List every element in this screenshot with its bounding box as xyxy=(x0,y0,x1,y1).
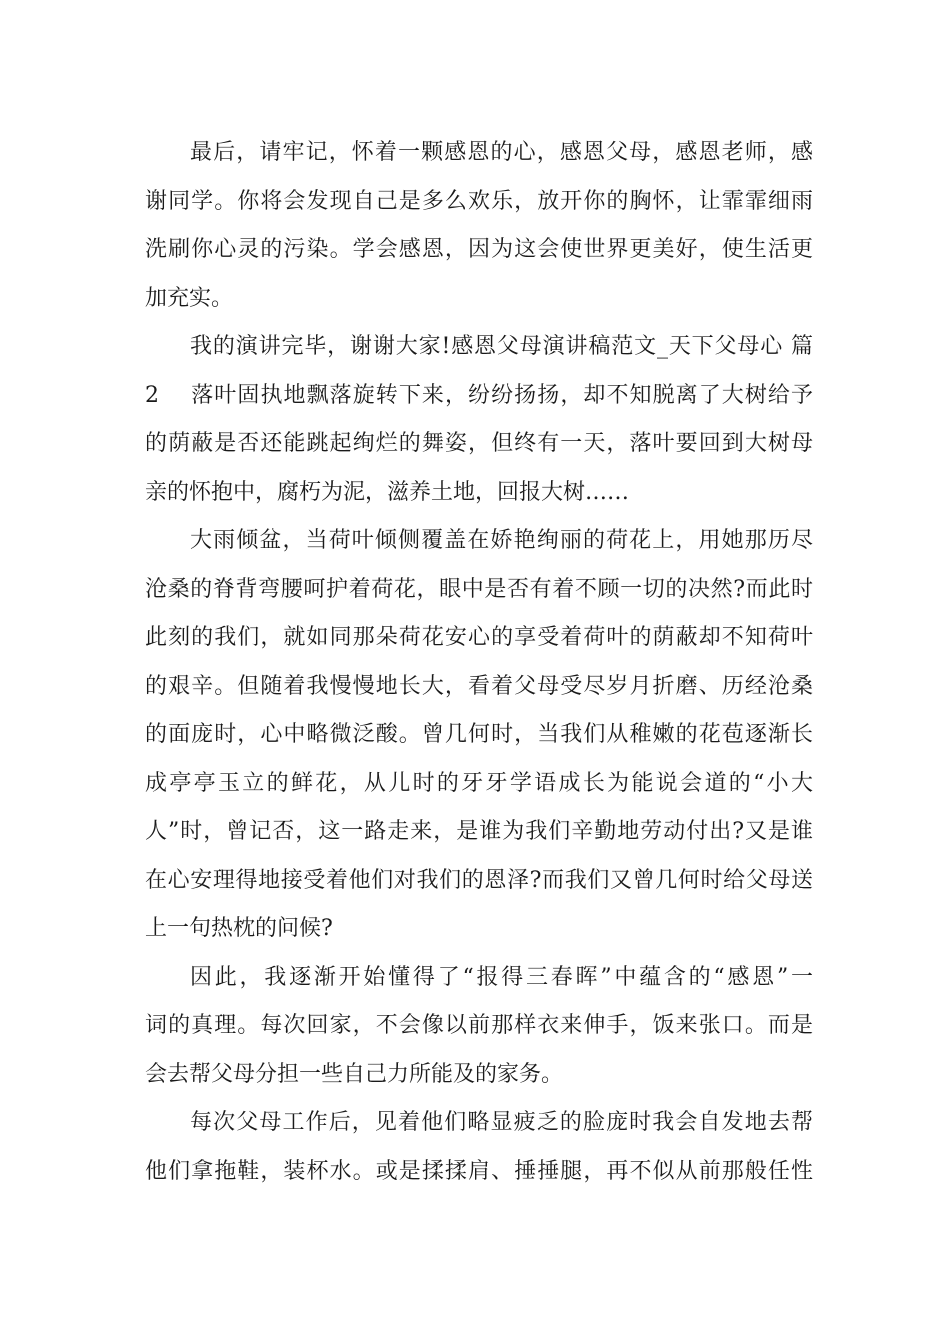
paragraph-1-line-3: 洗刷你心灵的污染。学会感恩，因为这会使世界更美好，使生活更 xyxy=(145,237,813,262)
paragraph-3-line-2: 沧桑的脊背弯腰呵护着荷花，眼中是否有着不顾一切的决然?而此时 xyxy=(145,576,813,602)
paragraph-3-line-4: 的艰辛。但随着我慢慢地长大，看着父母受尽岁月折磨、历经沧桑 xyxy=(145,673,813,699)
paragraph-1-line-4: 加充实。 xyxy=(145,285,234,311)
paragraph-2-line-4: 亲的怀抱中，腐朽为泥，滋养土地，回报大树…… xyxy=(145,479,630,505)
paragraph-4-line-3: 会去帮父母分担一些自己力所能及的家务。 xyxy=(145,1061,564,1087)
paragraph-3-line-5: 的面庞时，心中略微泛酸。曾几何时，当我们从稚嫩的花苞逐渐长 xyxy=(145,722,813,747)
paragraph-3-line-7: 人”时，曾记否，这一路走来，是谁为我们辛勤地劳动付出?又是谁 xyxy=(145,819,813,844)
paragraph-3-line-9: 上一句热枕的问候? xyxy=(145,916,333,941)
paragraph-4-line-1: 因此，我逐渐开始懂得了“报得三春晖”中蕴含的“感恩”一 xyxy=(190,964,813,990)
paragraph-2-line-2: 2 落叶固执地飘落旋转下来，纷纷扬扬，却不知脱离了大树给予 xyxy=(145,382,813,408)
paragraph-5-line-2: 他们拿拖鞋，装杯水。或是揉揉肩、捶捶腿，再不似从前那般任性 xyxy=(145,1158,813,1184)
paragraph-5-line-1: 每次父母工作后，见着他们略显疲乏的脸庞时我会自发地去帮 xyxy=(190,1110,813,1135)
paragraph-3-line-8: 在心安理得地接受着他们对我们的恩泽?而我们又曾几何时给父母送 xyxy=(145,867,813,893)
paragraph-2-line-1: 我的演讲完毕，谢谢大家!感恩父母演讲稿范文_天下父母心 篇 xyxy=(190,334,813,359)
paragraph-3-line-6: 成亭亭玉立的鲜花，从儿时的牙牙学语成长为能说会道的“小大 xyxy=(145,770,813,796)
paragraph-3-line-3: 此刻的我们，就如同那朵荷花安心的享受着荷叶的荫蔽却不知荷叶 xyxy=(145,625,813,650)
document-body xyxy=(145,131,813,1198)
paragraph-3-line-1: 大雨倾盆，当荷叶倾侧覆盖在娇艳绚丽的荷花上，用她那历尽 xyxy=(190,528,813,553)
paragraph-1-line-2: 谢同学。你将会发现自己是多么欢乐，放开你的胸怀，让霏霏细雨 xyxy=(145,188,813,214)
paragraph-1-line-1: 最后，请牢记，怀着一颗感恩的心，感恩父母，感恩老师，感 xyxy=(190,140,813,165)
paragraph-2-line-3: 的荫蔽是否还能跳起绚烂的舞姿，但终有一天，落叶要回到大树母 xyxy=(145,431,813,456)
paragraph-4-line-2: 词的真理。每次回家，不会像以前那样衣来伸手，饭来张口。而是 xyxy=(145,1013,813,1038)
